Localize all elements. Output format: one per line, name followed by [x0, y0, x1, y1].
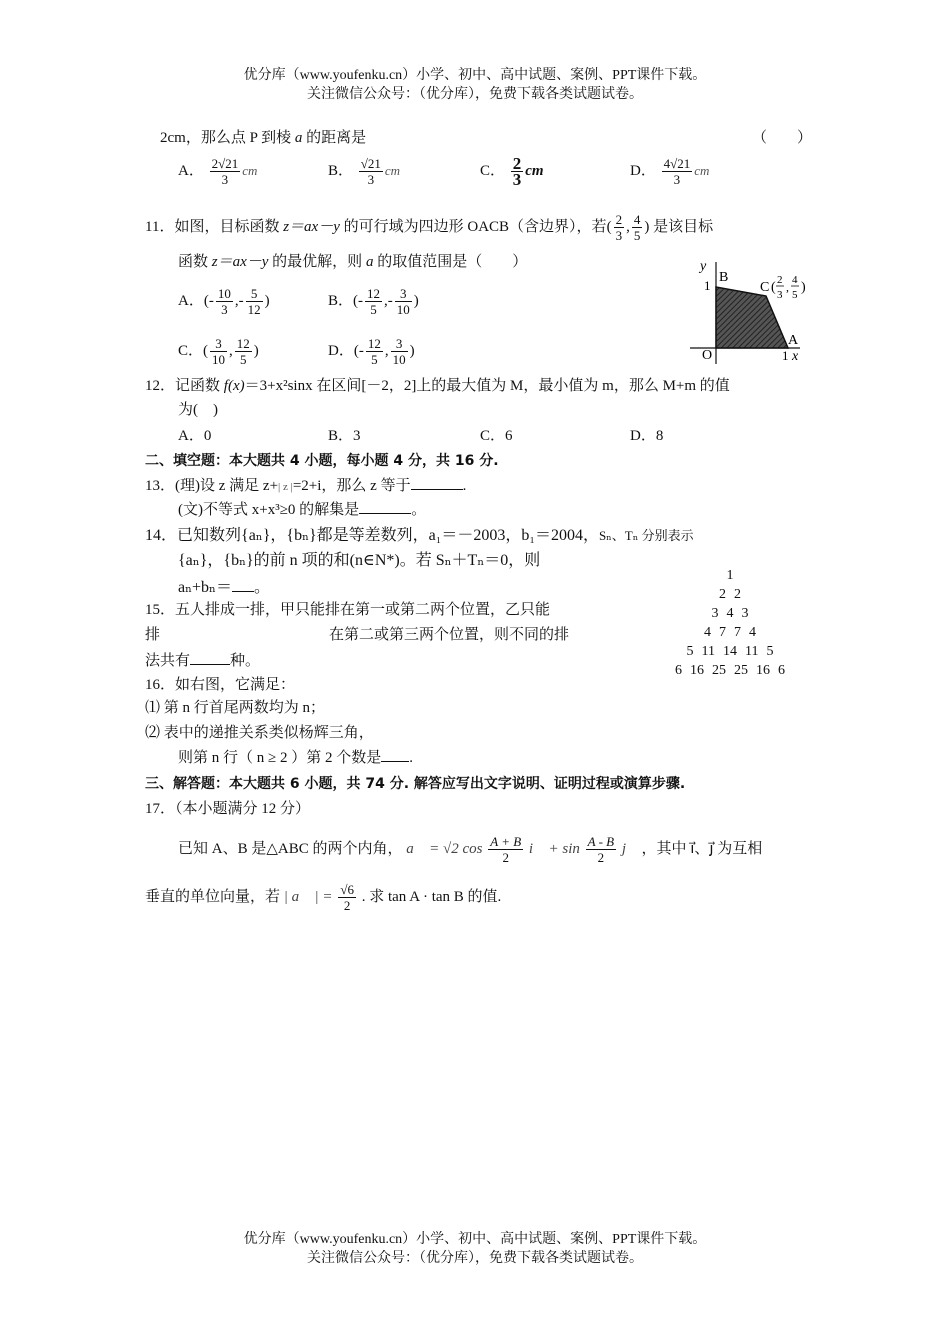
q11-option-a: A．(- $\frac{10}{3}$ ,- $\frac{5}{12}$ ) — [178, 286, 270, 317]
q13-li: 13．(理)设 z 满足 z+| z |=2+i，那么 z 等于 . — [145, 475, 466, 497]
triangle-row — [660, 566, 800, 585]
y-tick-one: 1 — [704, 278, 711, 293]
triangle-cell: 25 — [712, 663, 726, 678]
x-axis-label: x — [792, 349, 799, 364]
triangle-cell: 6 — [778, 663, 785, 678]
svg-text:): ) — [801, 280, 806, 295]
q14-line-1: 14．已知数列{aₙ}，{bₙ}都是等差数列，a₁＝－2003，b₁＝2004，Sₙ、Tₙ 分别表示 — [145, 527, 694, 544]
triangle-cell: 11 — [745, 644, 759, 659]
q12-line-1: 12．记函数 f(x)＝3+x²sinx 在区间[－2，2]上的最大值为 M，最小值为 m，那么 M+m 的值 — [145, 378, 730, 394]
q16-line-2: ⑴ 第 n 行首尾两数均为 n； — [145, 700, 326, 716]
q17-line-2: 垂直的单位向量，若 | a⃗ | = $\frac{√6}{2}$ . 求 tan A · tan B 的值. — [145, 882, 502, 914]
q10-option-a: A． $\frac{2√21}{3}$ cm — [178, 156, 258, 187]
triangle-cell: 3 — [741, 606, 749, 621]
q12-option-b: B．3 — [328, 428, 361, 444]
triangle-cell: 16 — [756, 663, 770, 678]
triangle-cell: 5 — [686, 644, 694, 659]
page-header-line-1: 优分库（www.youfenku.cn）小学、初中、高中试题、案例、PPT课件下载。 — [243, 68, 707, 83]
q10-option-d: D． $\frac{4√21}{3}$ cm — [630, 156, 710, 187]
q16-line-1: 16．如右图，它满足： — [145, 677, 296, 693]
triangle-cell: 25 — [734, 663, 748, 678]
triangle-cell: 4 — [704, 625, 711, 640]
q14-line-3: aₙ+bₙ＝ 。 — [178, 579, 270, 596]
q11-option-b: B．(- $\frac{12}{5}$ ,- $\frac{3}{10}$ ) — [328, 286, 419, 317]
point-c-label: C — [760, 280, 770, 295]
q15-line-2a: 排 — [145, 627, 161, 643]
triangle-cell: 11 — [701, 644, 715, 659]
q13-wen-answer-blank[interactable] — [359, 499, 411, 514]
triangle-cell: 4 — [749, 625, 756, 640]
triangle-cell: 2 — [719, 587, 726, 602]
section-3-heading: 三、解答题：本大题共 6 小题，共 74 分. 解答应写出文字说明、证明过程或演算步骤. — [145, 776, 686, 792]
q16-answer-blank[interactable] — [381, 747, 409, 762]
q15-line-2b: 在第二或第三两个位置，则不同的排 — [329, 627, 570, 643]
triangle-cell: 7 — [719, 625, 726, 640]
q13-li-answer-blank[interactable] — [411, 475, 463, 490]
triangle-row — [660, 604, 800, 623]
q11-option-c: C．( $\frac{3}{10}$ , $\frac{12}{5}$ ) — [178, 336, 259, 367]
page-footer-line-2: 关注微信公众号：（优分库），免费下载各类试题试卷。 — [307, 1251, 643, 1266]
number-triangle — [660, 566, 800, 680]
section-2-heading: 二、填空题：本大题共 4 小题，每小题 4 分，共 16 分. — [145, 453, 499, 469]
point-c-x-num: 2 — [777, 274, 783, 286]
point-c-y-num: 4 — [792, 274, 798, 286]
triangle-cell: 4 — [726, 606, 734, 621]
q10-option-b: B． $\frac{√21}{3}$ cm — [328, 156, 401, 187]
q12-line-2: 为( ) — [178, 402, 218, 418]
page-footer-line-1: 优分库（www.youfenku.cn）小学、初中、高中试题、案例、PPT课件下载。 — [243, 1232, 707, 1247]
triangle-row — [660, 661, 800, 680]
point-c-x-den: 3 — [777, 289, 783, 301]
triangle-row — [660, 642, 800, 661]
triangle-cell: 2 — [734, 587, 741, 602]
point-c-y-den: 5 — [792, 289, 798, 301]
svg-text:(: ( — [771, 280, 776, 295]
triangle-row — [660, 585, 800, 604]
q11-feasible-region-graph — [688, 256, 818, 366]
triangle-cell: 3 — [711, 606, 719, 621]
point-b-label: B — [719, 270, 729, 285]
point-a-label: A — [788, 333, 799, 348]
q10-option-c: C． $\frac{2}{3}$ cm — [480, 154, 544, 189]
q11-line-2: 函数 z＝ax－y 的最优解，则 a 的取值范围是（ ） — [178, 254, 528, 270]
svg-text:,: , — [786, 280, 789, 294]
q12-option-d: D．8 — [630, 428, 664, 444]
y-axis-label: y — [700, 259, 707, 274]
triangle-cell: 7 — [734, 625, 741, 640]
q12-option-a: A．0 — [178, 428, 212, 444]
q15-line-1: 15．五人排成一排，甲只能排在第一或第二两个位置，乙只能 — [145, 602, 551, 618]
q17-title: 17．（本小题满分 12 分） — [145, 801, 311, 817]
triangle-row — [660, 623, 800, 642]
q16-line-4: 则第 n 行（ n ≥ 2 ）第 2 个数是 . — [178, 747, 413, 768]
q14-line-2: {aₙ}，{bₙ}的前 n 项的和(n∈N*)。若 Sₙ＋Tₙ＝0，则 — [178, 552, 541, 569]
x-tick-one: 1 — [782, 348, 789, 363]
q10-answer-paren: （ ） — [752, 130, 813, 146]
page-header-line-2: 关注微信公众号：（优分库），免费下载各类试题试卷。 — [307, 87, 643, 102]
q13-wen: (文)不等式 x+x³≥0 的解集是 。 — [178, 499, 426, 520]
q17-line-1: 已知 A、B 是△ABC 的两个内角， a⃗ = √2 cos $\frac{A + B}{2}$ i⃗ + sin $\frac{A - B}{2}$ j⃗ ，其中 i⃗、j⃗ 为互相 — [178, 834, 763, 866]
q15-line-3: 法共有 种。 — [145, 650, 260, 671]
triangle-cell: 16 — [690, 663, 704, 678]
q12-option-c: C．6 — [480, 428, 513, 444]
triangle-cell: 1 — [726, 568, 734, 583]
triangle-cell: 5 — [766, 644, 774, 659]
q10-stem: 2cm，那么点 P 到棱 a 的距离是 — [160, 130, 367, 146]
q11-line-1: 11．如图，目标函数 z＝ax－y 的可行域为四边形 OACB（含边界），若( $\frac{2}{3}$ , $\frac{4}{5}$ ) 是该目标 — [145, 212, 714, 243]
origin-label: O — [702, 348, 713, 363]
triangle-cell: 14 — [723, 644, 737, 659]
q14-answer-blank[interactable] — [232, 577, 254, 592]
q11-option-d: D．(- $\frac{12}{5}$ , $\frac{3}{10}$ ) — [328, 336, 415, 367]
q15-answer-blank[interactable] — [190, 650, 230, 665]
triangle-cell: 6 — [675, 663, 682, 678]
q16-line-3: ⑵ 表中的递推关系类似杨辉三角， — [145, 725, 374, 741]
